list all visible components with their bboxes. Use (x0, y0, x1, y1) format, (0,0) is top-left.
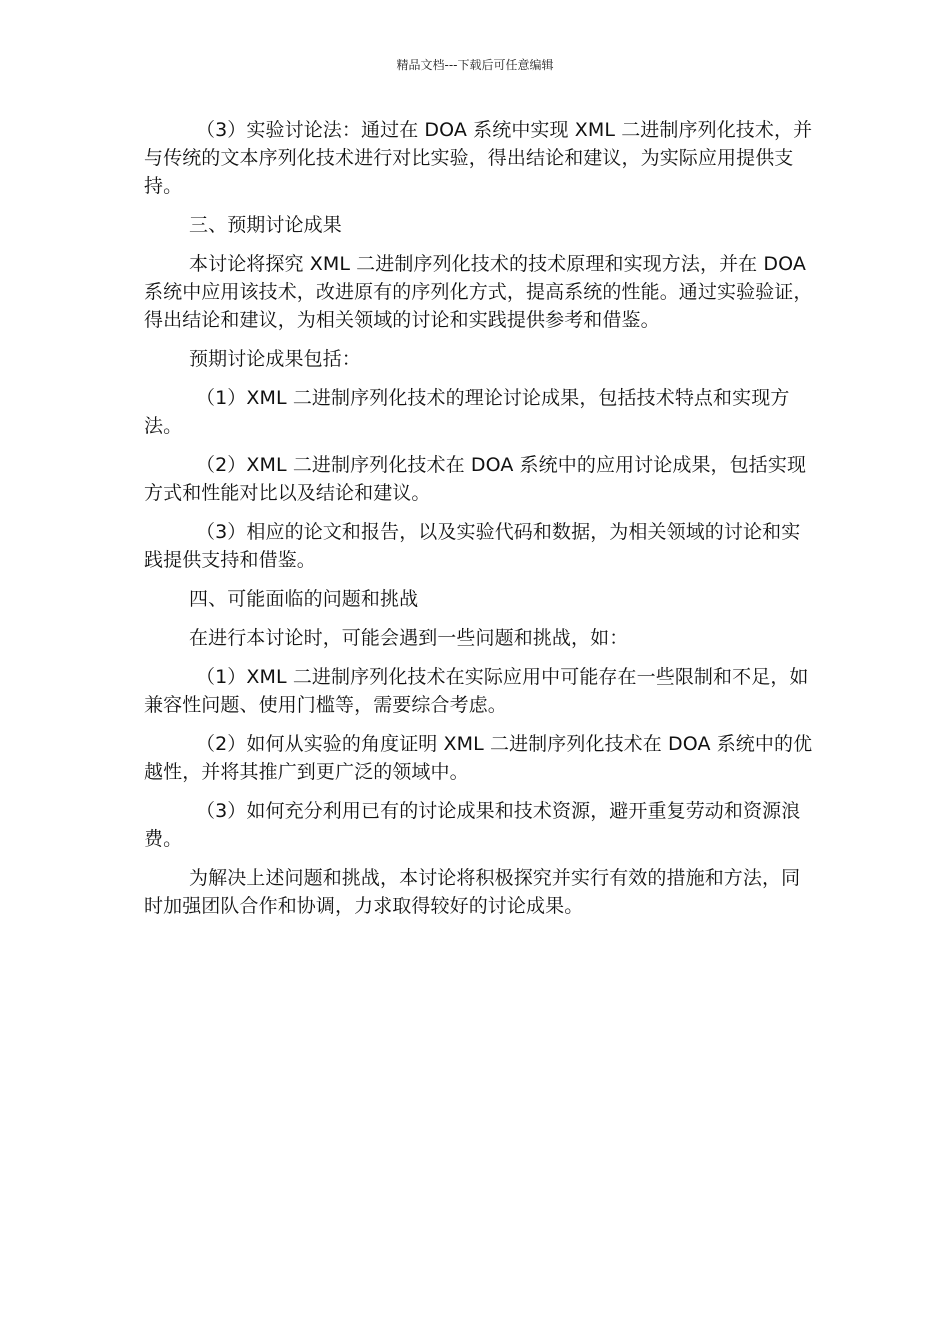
section-heading-challenges: 四、可能面临的问题和挑战 (189, 588, 419, 610)
paragraph-challenge-2: （2）如何从实验的角度证明 XML 二进制序列化技术在 DOA 系统中的优越性，并将其推广到更广泛的领域中。 (144, 733, 813, 783)
paragraph-challenge-1: （1）XML 二进制序列化技术在实际应用中可能存在一些限制和不足，如兼容性问题、使用门槛等，需要综合考虑。 (144, 666, 809, 716)
paragraph-result-2: （2）XML 二进制序列化技术在 DOA 系统中的应用讨论成果，包括实现方式和性能对比以及结论和建议。 (144, 454, 807, 504)
paragraph-result-1: （1）XML 二进制序列化技术的理论讨论成果，包括技术特点和实现方法。 (144, 387, 790, 437)
paragraph-results-intro: 本讨论将探究 XML 二进制序列化技术的技术原理和实现方法，并在 DOA 系统中应用该技术，改进原有的序列化方式，提高系统的性能。通过实验验证，得出结论和建议，为相关领域的讨论和实践提供参考和借鉴。 (144, 253, 813, 331)
paragraph-challenges-intro: 在进行本讨论时，可能会遇到一些问题和挑战，如： (189, 627, 629, 649)
paragraph-conclusion: 为解决上述问题和挑战，本讨论将积极探究并实行有效的措施和方法，同时加强团队合作和协调，力求取得较好的讨论成果。 (144, 867, 801, 917)
paragraph-challenge-3: （3）如何充分利用已有的讨论成果和技术资源，避开重复劳动和资源浪费。 (144, 800, 801, 850)
paragraph-result-3: （3）相应的论文和报告，以及实验代码和数据，为相关领域的讨论和实践提供支持和借鉴。 (144, 521, 801, 571)
document-body (144, 116, 816, 931)
section-heading-expected-results: 三、预期讨论成果 (189, 214, 342, 236)
paragraph-method-3: （3）实验讨论法：通过在 DOA 系统中实现 XML 二进制序列化技术，并与传统的文本序列化技术进行对比实验，得出结论和建议，为实际应用提供支持。 (144, 119, 813, 197)
paragraph-results-include: 预期讨论成果包括： (189, 348, 361, 370)
page-header: 精品文档---下载后可任意编辑 (396, 58, 554, 72)
